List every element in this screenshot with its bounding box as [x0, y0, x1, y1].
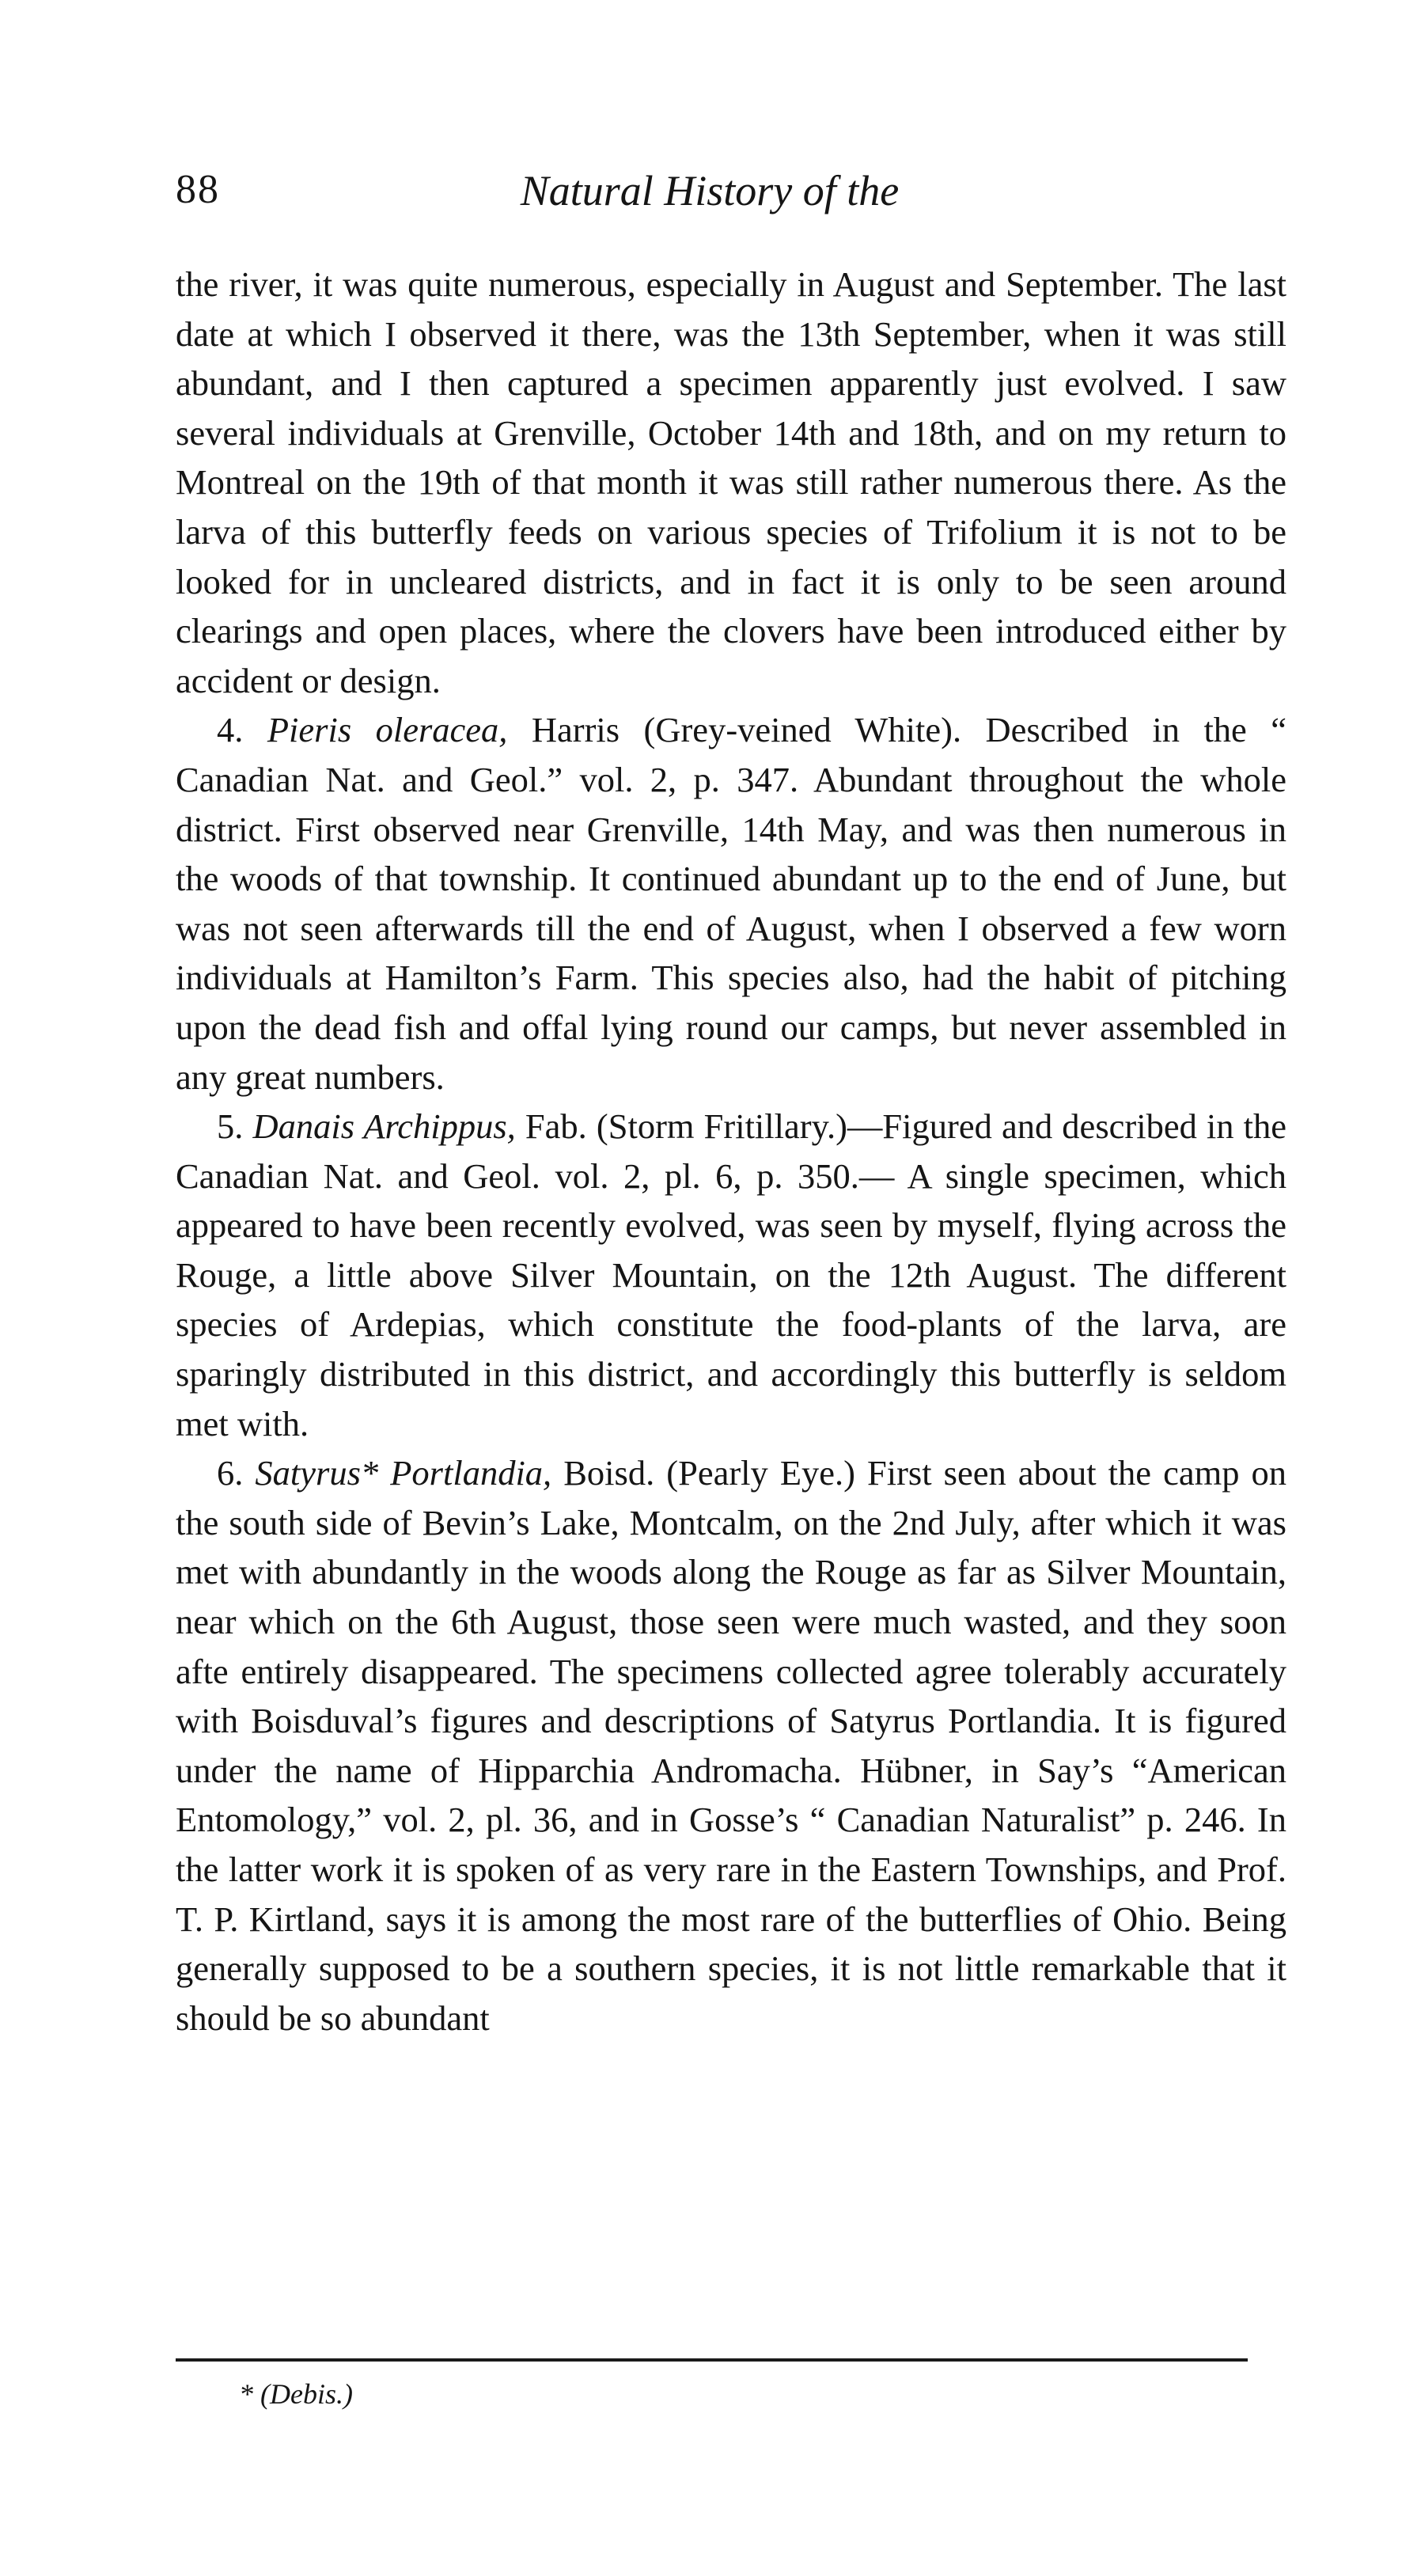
- page-header: [176, 166, 1244, 222]
- running-title: Natural History of the: [520, 167, 900, 214]
- page-number: 88: [176, 167, 220, 212]
- paragraph-pieris-oleracea: [176, 705, 1286, 1102]
- footnote-divider: [176, 2358, 1248, 2362]
- species-number: 4.: [217, 710, 244, 750]
- species-description: Boisd. (Pearly Eye.) First seen about the camp on the south side of Bevin’s Lake, Montcalm, on the 2nd July, after which it was met with abundantly in the woods along the Rouge as far as Silver Mountain, near which on the 6th August, those seen were much wasted, and they soon afte entirely disappeared. The specimens collected agree tolerably accurately with Boisduval’s figures and descriptions of Satyrus Portlandia. It is figured under the name of Hipparchia Andromacha. Hübner, in Say’s “American Entomology,” vol. 2, pl. 36, and in Gosse’s “ Canadian Naturalist” p. 246. In the latter work it is spoken of as very rare in the Eastern Townships, and Prof. T. P. Kirtland, says it is among the most rare of the butterflies of Ohio. Being generally supposed to be a southern species, it is not little remarkable that it should be so abundant: [176, 1453, 1286, 2038]
- species-name: Satyrus* Portlandia,: [255, 1453, 552, 1493]
- paragraph-satyrus-portlandia: [176, 1448, 1286, 2043]
- species-name: Danais Archippus,: [252, 1106, 516, 1147]
- species-number: 5.: [217, 1106, 244, 1147]
- paragraph-continuation: the river, it was quite numerous, especially in August and September. The last date at which I observed it there, was the 13th September, when it was still abundant, and I then captured a specimen apparently just evolved. I saw several individuals at Grenville, October 14th and 18th, and on my return to Montreal on the 19th of that month it was still rather numerous there. As the larva of this butterfly feeds on various species of Trifolium it is not to be looked for in uncleared districts, and in fact it is only to be seen around clearings and open places, where the clovers have been introduced either by accident or design.: [176, 264, 1286, 700]
- species-description: Fab. (Storm Fritillary.)—Figured and described in the Canadian Nat. and Geol. vol. 2, pl. 6, p. 350.— A single specimen, which appeared to have been recently evolved, was seen by myself, flying across the Rouge, a little above Silver Mountain, on the 12th August. The different species of Ardepias, which constitute the food-plants of the larva, are sparingly distributed in this district, and accordingly this butterfly is seldom met with.: [176, 1106, 1287, 1444]
- paragraph-danais-archippus: [176, 1102, 1286, 1448]
- species-number: 6.: [217, 1453, 244, 1493]
- species-name: Pieris oleracea,: [267, 710, 508, 750]
- species-description: Harris (Grey-veined White). Described in the “ Canadian Nat. and Geol.” vol. 2, p. 347. Abundant throughout the whole district. First observed near Grenville, 14th May, and was then numerous in the woods of that township. It continued abundant up to the end of June, but was not seen afterwards till the end of August, when I observed a few worn individuals at Hamilton’s Farm. This species also, had the habit of pitching upon the dead fish and offal lying round our camps, but never assembled in any great numbers.: [176, 710, 1287, 1097]
- body-text: [176, 260, 1286, 2043]
- footnote-marker: *: [239, 2378, 253, 2410]
- footnote-text: (Debis.): [260, 2378, 353, 2410]
- footnote: [239, 2377, 353, 2411]
